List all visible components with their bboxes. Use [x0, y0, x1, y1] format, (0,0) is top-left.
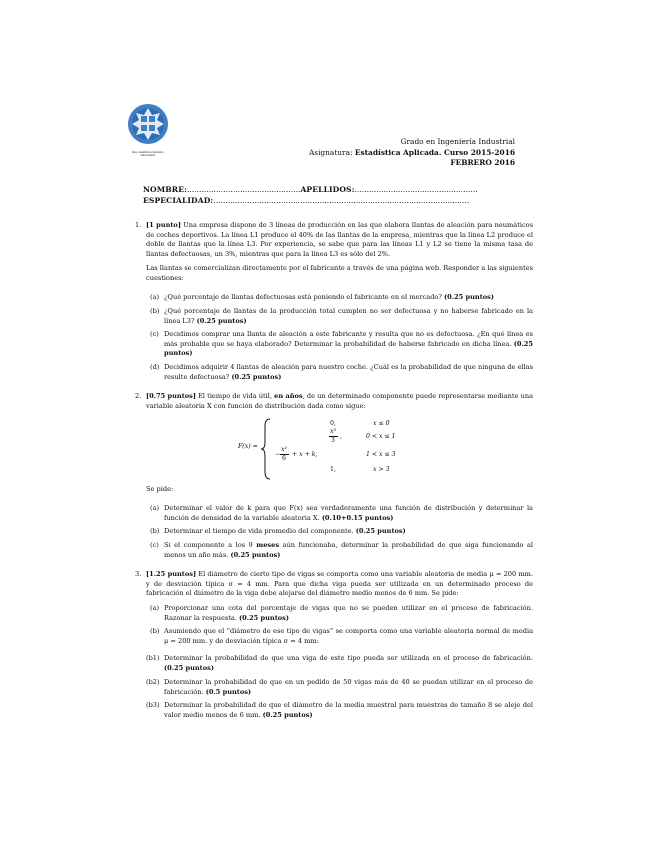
- apellidos-label: APELLIDOS:: [300, 185, 355, 194]
- q3b3-text: Determinar la probabilidad de que el diámetro de la media muestral para muestras de tamaño 8 se aleje del valor medio menos de 6 mm. (0.25 puntos): [164, 701, 533, 719]
- piece1-condition: x ≤ 0: [373, 420, 390, 427]
- piece3-denominator: 6: [282, 455, 286, 462]
- department-logo: [123, 103, 173, 158]
- q3b-text: Asumiendo que el “diámetro de ese tipo de vigas” se comporta como una variable aleatoria normal de media μ = 200 mm. y de desviación típica σ = 4 mm:: [164, 627, 533, 645]
- q1c-text: Decidimos comprar una llanta de aleación a este fabricante y resulta que no es defectuosa. ¿En qué línea es más probable que se haya elaborado? Determinar la probabilidad de haberse fabricado en dicha línea. (0.25 puntos): [164, 330, 533, 358]
- q2a-label: (a): [150, 504, 160, 512]
- q1a-text: ¿Qué porcentaje de llantas defectuosas está poniendo el fabricante en el mercado? (0.25 puntos): [164, 293, 494, 301]
- nombre-blank[interactable]: ...............................................: [186, 185, 301, 194]
- q3a-text: Proporcionar una cota del porcentaje de vigas que no se pueden utilizar en el proceso de fabricación. Razonar la respuesta. (0.25 puntos): [164, 604, 533, 622]
- q3b2-label: (b2): [146, 678, 160, 686]
- q1-intro: Las llantas se comercializan directamente por el fabricante a través de una página web. Responder a las siguientes cuestiones:: [146, 264, 533, 282]
- q3b1-text: Determinar la probabilidad de que una viga de este tipo pueda ser utilizada en el proceso de fabricación. (0.25 puntos): [164, 654, 533, 672]
- q3-number: 3.: [135, 570, 142, 578]
- degree-title: Grado en Ingeniería Industrial: [400, 137, 515, 146]
- apellidos-blank[interactable]: ...................................................: [354, 185, 478, 194]
- q2-points: [0.75 puntos]: [146, 392, 196, 400]
- q1-points: [1 punto]: [146, 221, 181, 229]
- name-fields-row: [143, 185, 478, 194]
- q1b-label: (b): [150, 307, 160, 315]
- q2-statement: [0.75 puntos] El tiempo de vida útil, en años, de un determinado componente puede representarse mediante una variable aleatoria X con función de distribución dada como sigue:: [146, 392, 534, 410]
- q3b-label: (b): [150, 627, 160, 635]
- distribution-function-formula: [238, 416, 438, 480]
- piece3-condition: 1 < x ≤ 3: [366, 451, 396, 458]
- piece3-minus: −: [275, 451, 281, 458]
- subject-line: Asignatura: Estadística Aplicada. Curso 2015-2016: [308, 147, 515, 157]
- piece2-comma: ,: [340, 433, 342, 440]
- q2c-label: (c): [150, 541, 159, 549]
- especialidad-label: ESPECIALIDAD:: [143, 196, 214, 205]
- exam-date: FEBRERO 2016: [450, 158, 515, 167]
- q1d-text: Decidimos adquirir 4 llantas de aleación para nuestro coche. ¿Cuál es la probabilidad de que ninguna de ellas resulte defectuosa? (0.25 puntos): [164, 363, 533, 381]
- exam-header: [309, 137, 515, 169]
- especialidad-blank[interactable]: ..........................................................................................................: [213, 196, 470, 205]
- q3b1-label: (b1): [146, 654, 160, 662]
- q3-points: [1.25 puntos]: [146, 570, 197, 578]
- q3b2-text: Determinar la probabilidad de que en un pedido de 50 vigas más de 40 se puedan utilizar en el proceso de fabricación. (0.5 puntos): [164, 678, 533, 696]
- q1-statement: [1 punto] Una empresa dispone de 3 líneas de producción en las que elabora llantas de aleación para neumáticos de coches deportivos. La línea L1 produce el 40% de las llantas de la empresa, mientras que la línea L2 produce el doble de llantas que la línea L3. Por experiencia, se sabe que para las líneas L1 y L2 se tiene la misma tasa de llantas defectuosas, un 3%, mientras que para la línea L3 es sólo del 2%.: [146, 221, 533, 258]
- piece4-condition: x > 3: [373, 466, 390, 473]
- q2a-text: Determinar el valor de k para que F(x) sea verdaderamente una función de distribución y determinar la función de densidad de la variable aleatoria X. (0.10+0.15 puntos): [164, 504, 533, 522]
- q2c-text: Si el componente a los 9 meses aún funcionaba, determinar la probabilidad de que siga funcionando al menos un año más. (0.25 puntos): [164, 541, 533, 559]
- q1-number: 1.: [135, 221, 142, 229]
- q2b-text: Determinar el tiempo de vida promedio del componente. (0.25 puntos): [164, 527, 406, 535]
- piece4-value: 1,: [330, 466, 336, 473]
- piece2-denominator: 3: [331, 437, 335, 444]
- especialidad-row: [143, 196, 469, 205]
- q2-sepide: Se pide:: [146, 485, 174, 493]
- q3-statement: [1.25 puntos] El diámetro de cierto tipo de vigas se comporta como una variable aleatoria de media μ = 200 mm. y de desviación típica σ = 4 mm. Para que dicha viga pueda ser utilizada en un determinado proceso de fabricación el diámetro de la viga debe alejarse del diámetro medio menos de 6 mm. Se pide:: [146, 570, 533, 598]
- piece3-numerator: x²: [281, 446, 287, 453]
- q1d-label: (d): [150, 363, 160, 371]
- q3a-label: (a): [150, 604, 160, 612]
- formula-lhs: F(x) =: [238, 443, 258, 450]
- left-brace-icon: [260, 418, 272, 480]
- q2b-label: (b): [150, 527, 160, 535]
- q1a-label: (a): [150, 293, 160, 301]
- logo-caption: Dpto. Estadística Aplicada y Matemáticas: [131, 151, 165, 158]
- piece3-tail: + x + k,: [292, 451, 318, 458]
- q1c-label: (c): [150, 330, 159, 338]
- piece2-condition: 0 < x ≤ 1: [366, 433, 396, 440]
- logo-emblem-icon: [123, 103, 173, 147]
- piece2-numerator: x³: [330, 428, 336, 435]
- q1b-text: ¿Qué porcentaje de llantas de la producción total cumplen no ser defectuosa y no haberse fabricado en la línea L3? (0.25 puntos): [164, 307, 533, 325]
- nombre-label: NOMBRE:: [143, 185, 187, 194]
- piece1-value: 0,: [330, 420, 336, 427]
- q2-number: 2.: [135, 392, 142, 400]
- q3b3-label: (b3): [146, 701, 160, 709]
